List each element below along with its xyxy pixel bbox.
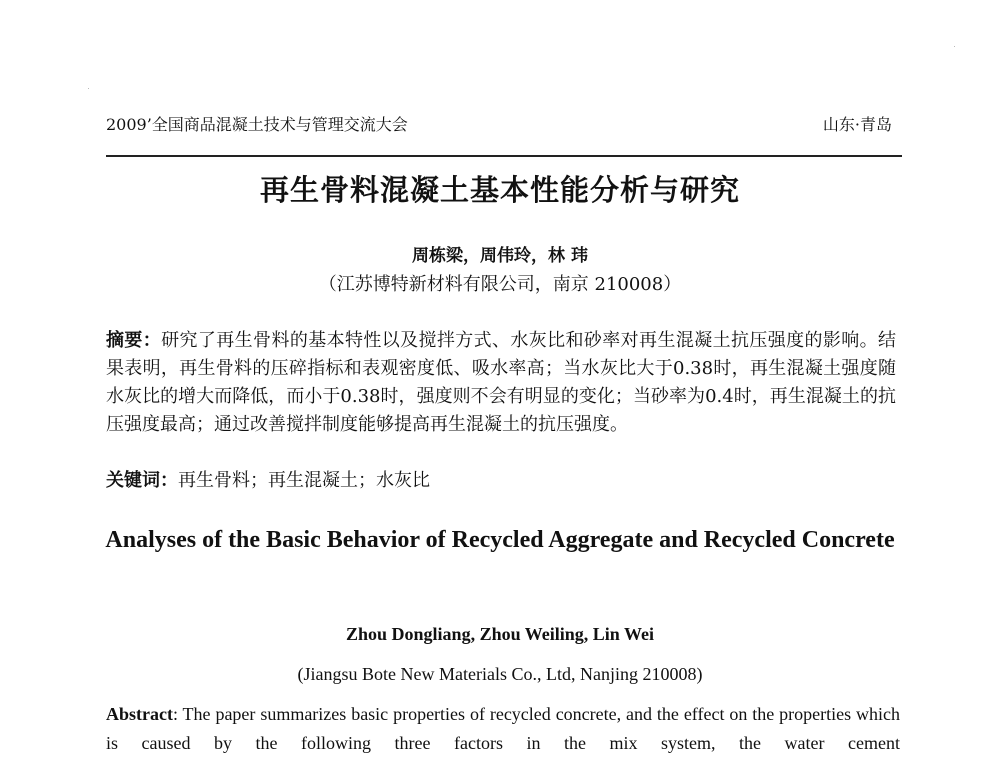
abstract-cn-label: 摘要： [106, 330, 162, 351]
scan-speck [88, 88, 89, 89]
scan-speck [954, 46, 955, 47]
keywords-cn-text: 再生骨料；再生混凝土；水灰比 [178, 470, 430, 491]
running-header [106, 114, 892, 136]
authors-cn: 周栋梁，周伟玲，林 玮 [412, 246, 588, 266]
conference-name: 2009’全国商品混凝土技术与管理交流大会 [106, 115, 408, 134]
affiliation-en: (Jiangsu Bote New Materials Co., Ltd, Nanjing 210008) [297, 664, 703, 684]
conference-location: 山东·青岛 [822, 115, 892, 134]
paper-title-cn: 再生骨料混凝土基本性能分析与研究 [259, 173, 740, 207]
abstract-en [106, 700, 900, 758]
abstract-cn-text: 研究了再生骨料的基本特性以及搅拌方式、水灰比和砂率对再生混凝土抗压强度的影响。结果表明，再生骨料的压碎指标和表观密度低、吸水率高；当水灰比大于0.38时，再生混凝土强度随水灰比的增大而降低，而小于0.38时，强度则不会有明显的变化；当砂率为0.4时，再生混凝土的抗压强度最高；通过改善搅拌制度能够提高再生混凝土的抗压强度。 [106, 330, 897, 435]
keywords-cn-label: 关键词： [106, 470, 178, 491]
authors-en: Zhou Dongliang, Zhou Weiling, Lin Wei [346, 624, 654, 644]
abstract-en-text: : The paper summarizes basic properties of recycled concrete, and the effect on the properties which is caused by the following three factors in the mix system, the water cement [106, 704, 900, 753]
paper-title-en: Analyses of the Basic Behavior of Recycled Aggregate and Recycled Concrete [105, 527, 895, 553]
keywords-cn [106, 467, 896, 495]
affiliation-cn: （江苏博特新材料有限公司，南京 210008） [318, 274, 682, 295]
header-rule [106, 155, 902, 157]
abstract-cn [106, 327, 896, 439]
abstract-en-label: Abstract [106, 704, 173, 724]
